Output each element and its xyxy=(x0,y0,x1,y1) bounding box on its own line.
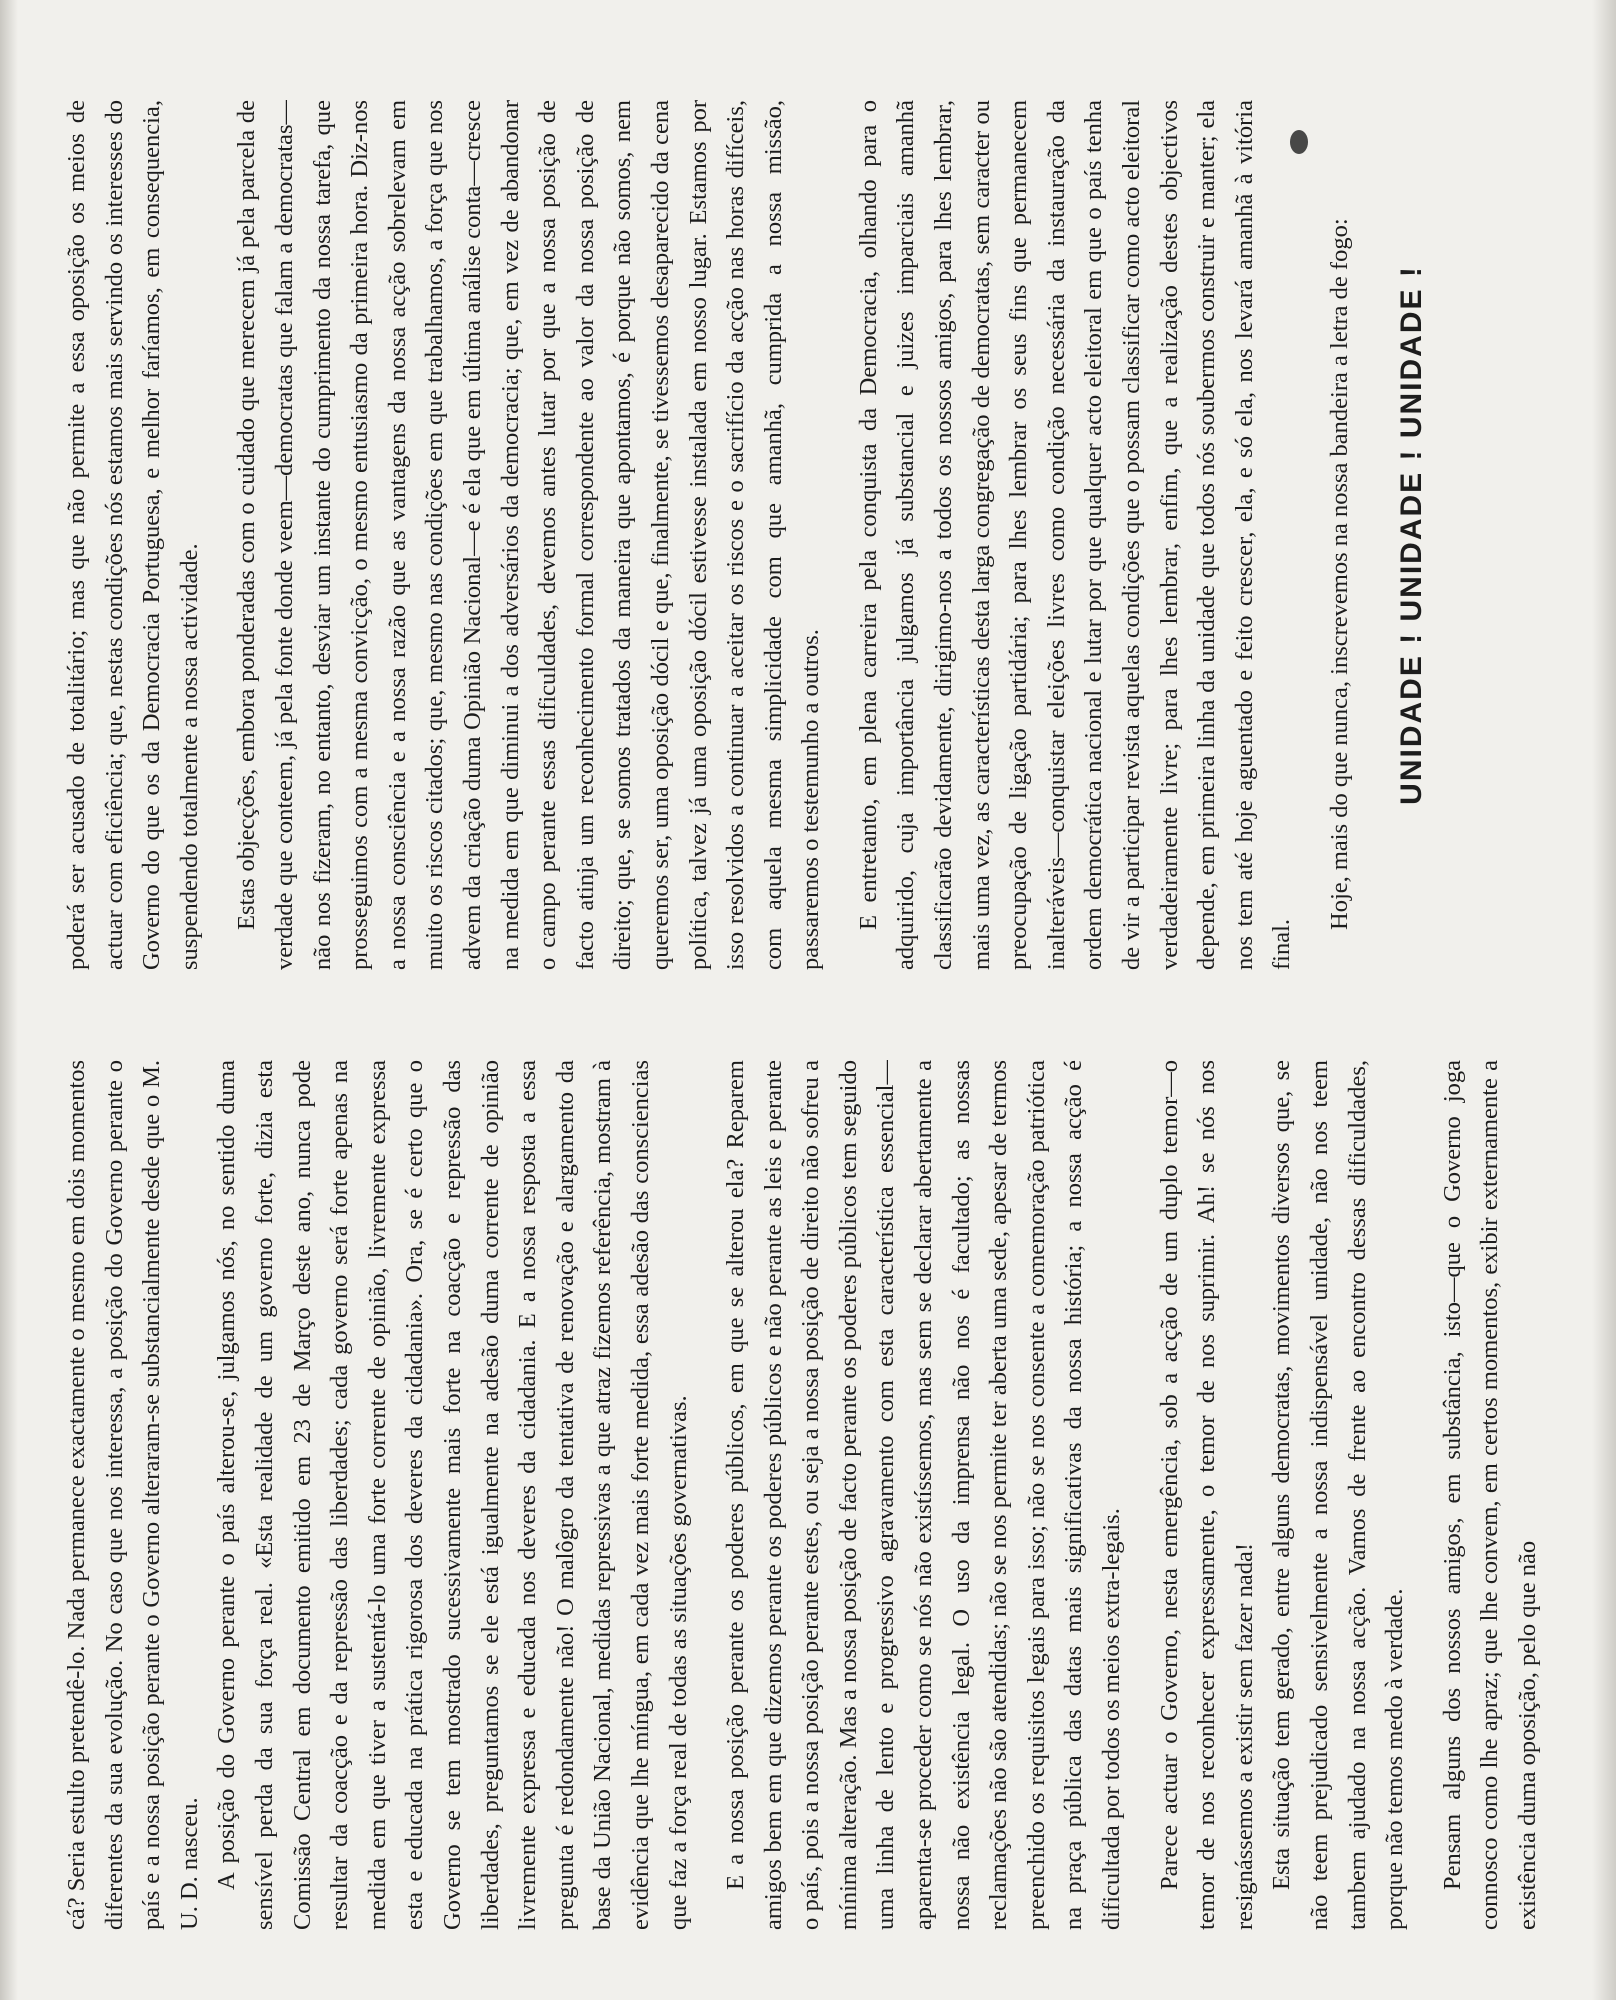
paragraph: Hoje, mais do que nunca, inscrevemos na nossa bandeira a letra de fogo: xyxy=(1326,218,1353,930)
paragraph: poderá ser acusado de totalitário; mas que não permite a essa oposição os meios de actuar com eficiência; que, nestas condições nós estamos mais servindo os interesses do Governo do que os da Democracia Portuguesa, e melhor faríamos, em consequencia, suspendendo totalmente a nossa actividade. xyxy=(63,100,203,970)
ink-blot xyxy=(1290,130,1308,154)
paragraph: Parece actuar o Governo, nesta emergência, sob a acção de um duplo temor—o temor de nos reconhecer expressamente, o temor de nos suprimir. Ah! se nós nos resignássemos a existir sem fazer nada! xyxy=(1155,1060,1258,1930)
left-text-column xyxy=(58,1060,1558,1930)
unity-slogan: UNIDADE ! UNIDADE ! UNIDADE ! xyxy=(1394,265,1428,805)
paragraph: Estas objecções, embora ponderadas com o cuidado que merecem já pela parcela de verdade que conteem, já pela fonte donde veem—democratas que falam a democratas—não nos fizeram, no entanto, desviar um instante do cumprimento da nossa tarefa, que prosseguimos com a mesma convicção, o mesmo entusiasmo da primeira hora. Diz-nos a nossa consciência e a nossa razão que as vantagens da nossa acção sobrelevam em muito os riscos citados; que, mesmo nas condições em que trabalhamos, a força que nos advem da criação duma Opinião Nacional—e é ela que em última análise conta—cresce na medida em que diminui a dos adversários da democracia; que, em vez de abandonar o campo perante essas dificuldades, devemos antes lutar por que a nossa posição de facto atinja um reconhecimento formal correspondente ao valor da nossa posição de direito; que, se somos tratados da maneira que apontamos, é porque não somos, nem queremos ser, uma oposição dócil e que, finalmente, se tivessemos desaparecido da cena política, talvez já uma oposição dócil estivesse instalada em nosso lugar. Estamos por isso resolvidos a continuar a aceitar os riscos e o sacrifício da acção nas horas difíceis, com aquela mesma simplicidade com que amanhã, cumprida a nossa missão, passaremos o testemunho a outros. xyxy=(233,100,825,970)
right-text-column xyxy=(58,100,1558,970)
paragraph: A posição do Governo perante o país alterou-se, julgamos nós, no sentido duma sensível perda da sua força real. «Esta realidade de um governo forte, dizia esta Comissão Central em documento emitido em 23 de Março deste ano, nunca pode resultar da coacção e da repressão das liberdades; cada governo será forte apenas na medida em que tiver a sustentá-lo uma forte corrente de opinião, livremente expressa esta e educada na prática rigorosa dos deveres da cidadania». Ora, se é certo que o Governo se tem mostrado sucessivamente mais forte na coacção e repressão das liberdades, preguntamos se ele está igualmente na adesão duma corrente de opinião livremente expressa e educada nos deveres da cidadania. E a nossa resposta a essa pregunta é redondamente não! O malôgro da tentativa de renovação e alargamento da base da União Nacional, medidas repressivas a que atraz fizemos referência, mostram à evidência que lhe míngua, em cada vez mais forte medida, essa adesão das consciencias que faz a força real de todas as situações governativas. xyxy=(213,1060,692,1930)
page-edge-left xyxy=(0,0,18,2000)
rotated-document-sheet xyxy=(58,70,1558,1930)
paragraph: Pensam alguns dos nossos amigos, em substância, isto—que o Governo joga connosco como lhe apraz; que lhe convem, em certos momentos, exibir externamente a existência duma oposição, pelo que não xyxy=(1438,1060,1541,1930)
paragraph: E a nossa posição perante os poderes públicos, em que se alterou ela? Reparem amigos bem em que dizemos perante os poderes públicos e não perante as leis e perante o país, pois a nossa posição perante estes, ou seja a nossa posição de direito não sofreu a mínima alteração. Mas a nossa posição de facto perante os poderes públicos tem seguido uma linha de lento e progressivo agravamento com esta característica essencial—aparenta-se proceder como se nós não existíssemos, mas sem se declarar abertamente a nossa não existência legal. O uso da imprensa não nos é facultado; as nossas reclamações não são atendidas; não se nos permite ter aberta uma sede, apesar de termos preenchido os requisitos legais para isso; não se nos consente a comemoração patriótica na praça pública das datas mais significativas da nossa história; a nossa acção é dificultada por todos os meios extra-legais. xyxy=(722,1060,1126,1930)
paragraph: cá? Seria estulto pretendê-lo. Nada permanece exactamente o mesmo em dois momentos diferentes da sua evolução. No caso que nos interessa, a posição do Governo perante o país e a nossa posição perante o Governo alteraram-se substancialmente desde que o M. U. D. nasceu. xyxy=(63,1060,203,1930)
page-edge-right xyxy=(1592,0,1616,2000)
paragraph: E entretanto, em plena carreira pela conquista da Democracia, olhando para o adquirido, cuja importância julgamos já substancial e juizes imparciais amanhã classificarão devidamente, dirigimo-nos a todos os nossos amigos, para lhes lembrar, mais uma vez, as características desta larga congregação de democratas, sem caracter ou preocupação de ligação partidária; para lhes lembrar os seus fins que permanecem inalteráveis—conquistar eleições livres como condição necessária da instauração da ordem democrática nacional e lutar por que qualquer acto eleitoral em que o país tenha de vir a participar revista aquelas condições que o possam classificar como acto eleitoral verdadeiramente livre; para lhes lembrar, enfim, que a realização destes objectivos depende, em primeira linha da unidade que todos nós soubermos construir e manter; ela nos tem até hoje aguentado e feito crescer, ela, e só ela, nos levará amanhã à vitória final. xyxy=(854,100,1296,970)
paragraph: Esta situação tem gerado, entre alguns democratas, movimentos diversos que, se não teem prejudicado sensivelmente a nossa indispensável unidade, não nos teem tambem ajudado na nossa acção. Vamos de frente ao encontro dessas dificuldades, porque não temos medo à verdade. xyxy=(1268,1060,1409,1930)
